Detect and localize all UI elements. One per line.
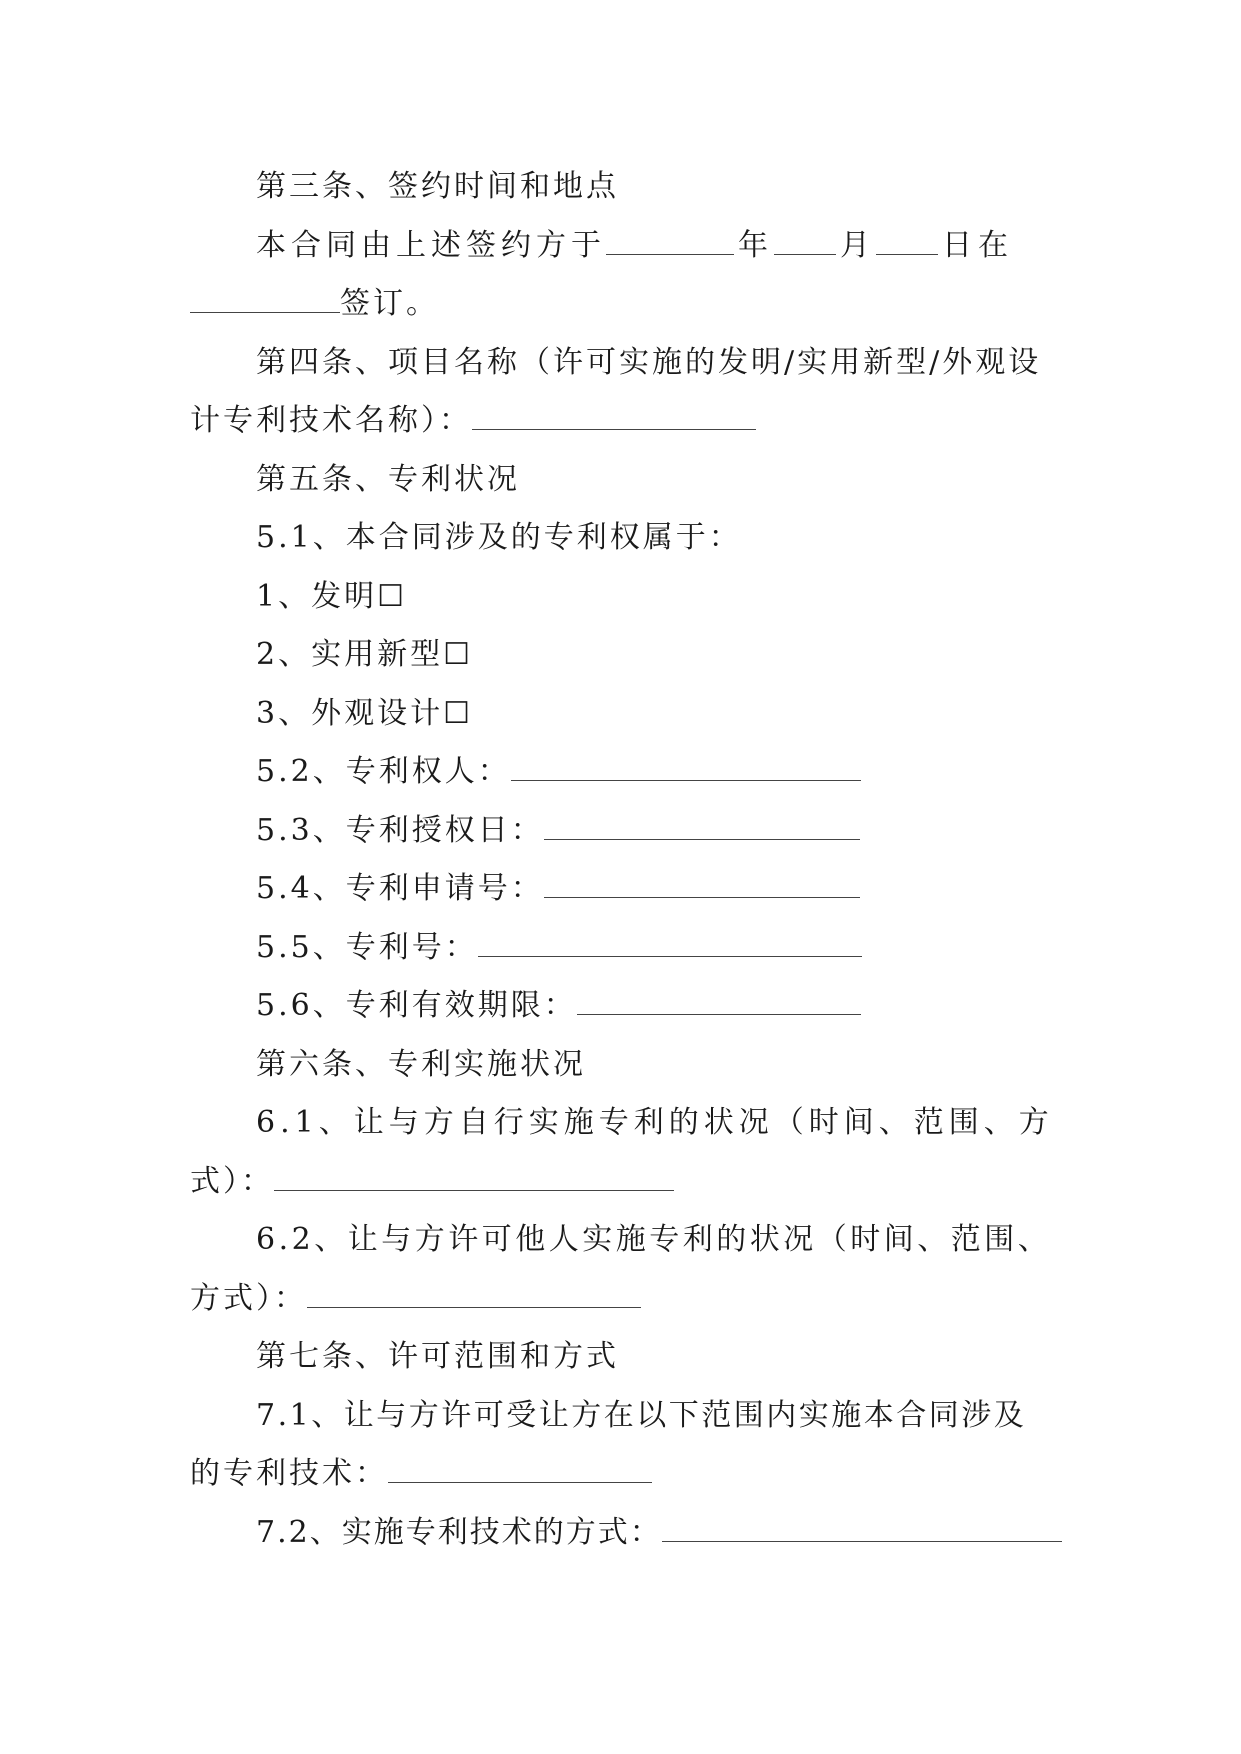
signing-place-blank[interactable] (190, 286, 340, 313)
item-5-4 (190, 860, 1052, 919)
signing-year-blank[interactable] (606, 228, 734, 255)
license-scope-label: 的专利技术： (190, 1456, 388, 1491)
patent-number-blank[interactable] (478, 930, 862, 957)
option-design[interactable]: 3、外观设计☐ (256, 695, 473, 731)
application-number-label: 5.4、专利申请号： (256, 871, 544, 906)
item-6-2-line1: 6.2、让与方许可他人实施专利的状况（时间、范围、 (256, 1222, 1052, 1257)
item-6-1-line2 (190, 1153, 1052, 1212)
option-utility-model[interactable]: 2、实用新型☐ (256, 637, 473, 672)
article-4-title-line1: 第四条、项目名称（许可实施的发明/实用新型/外观设 (256, 344, 1042, 380)
signing-day-blank[interactable] (876, 228, 938, 255)
grant-date-label: 5.3、专利授权日： (256, 812, 544, 848)
validity-period-label: 5.6、专利有效期限： (256, 988, 577, 1023)
patent-name-blank[interactable] (472, 403, 756, 430)
self-implementation-blank[interactable] (274, 1164, 674, 1191)
patentee-blank[interactable] (511, 754, 861, 781)
item-6-2-line2 (190, 1270, 1052, 1329)
patent-number-label: 5.5、专利号： (256, 929, 478, 965)
article-5-title: 第五条、专利状况 (256, 461, 520, 497)
licensed-implementation-blank[interactable] (307, 1281, 641, 1308)
signing-month-blank[interactable] (774, 228, 836, 255)
item-7-1-line1: 7.1、让与方许可受让方在以下范围内实施本合同涉及 (256, 1397, 1027, 1433)
patentee-label: 5.2、专利权人： (256, 754, 511, 789)
month-label: 月 (840, 227, 872, 263)
article-6-title: 第六条、专利实施状况 (256, 1046, 586, 1082)
self-implementation-label: 式）： (190, 1163, 274, 1199)
item-7-1-line2 (190, 1445, 1052, 1504)
license-scope-blank[interactable] (388, 1456, 652, 1483)
implementation-method-label: 7.2、实施专利技术的方式： (256, 1514, 662, 1550)
item-5-3 (190, 802, 1052, 861)
signing-date-prefix: 本合同由上述签约方于 (256, 227, 606, 263)
article-3-signing-date-line (190, 217, 1052, 276)
item-6-1-line1: 6.1、让与方自行实施专利的状况（时间、范围、方 (256, 1105, 1054, 1140)
option-invention[interactable]: 1、发明☐ (256, 578, 407, 614)
article-4-title-line2 (190, 392, 1052, 451)
implementation-method-blank[interactable] (662, 1515, 1062, 1542)
day-location-label: 日在 (942, 227, 1014, 263)
signed-label: 签订。 (340, 286, 439, 321)
item-7-2 (190, 1504, 1052, 1563)
article-7-title: 第七条、许可范围和方式 (256, 1339, 619, 1374)
contract-body (190, 158, 1052, 1562)
validity-period-blank[interactable] (577, 988, 861, 1015)
item-5-1: 5.1、本合同涉及的专利权属于： (256, 520, 742, 555)
article-3-signing-place-line (190, 275, 1052, 334)
item-5-5 (190, 919, 1052, 978)
item-5-6 (190, 977, 1052, 1036)
patent-name-label: 计专利技术名称）： (190, 403, 472, 438)
article-3-title: 第三条、签约时间和地点 (256, 169, 619, 204)
application-number-blank[interactable] (544, 871, 860, 898)
year-label: 年 (738, 227, 770, 263)
grant-date-blank[interactable] (544, 813, 860, 840)
item-5-2 (190, 743, 1052, 802)
licensed-implementation-label: 方式）： (190, 1280, 307, 1316)
